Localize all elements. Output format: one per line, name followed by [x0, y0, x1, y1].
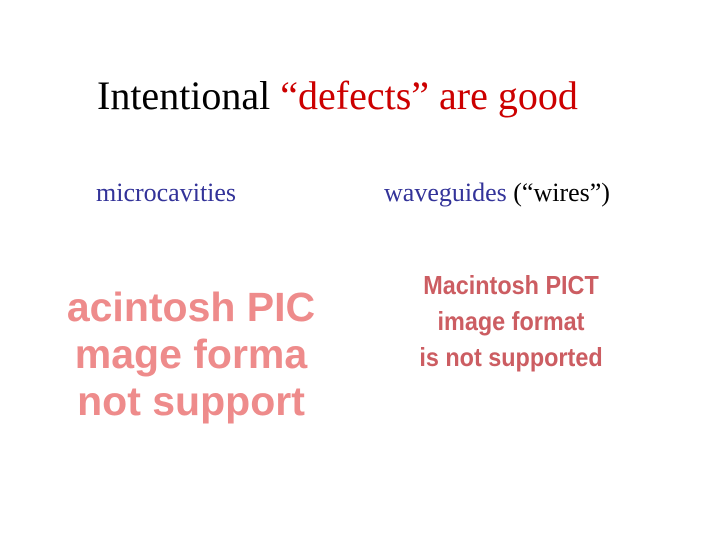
waveguides-label [384, 176, 610, 210]
microcavities-label-text: microcavities [96, 178, 237, 207]
waveguides-label-text: waveguides [384, 178, 507, 207]
waveguides-image-placeholder [406, 262, 616, 382]
microcavities-label [96, 176, 236, 210]
placeholder-line: image format [437, 306, 585, 336]
placeholder-line: acintosh PIC [66, 284, 316, 330]
placeholder-line: mage forma [74, 331, 308, 377]
microcavities-image-placeholder [52, 282, 322, 430]
placeholder-line: Macintosh PICT [423, 270, 599, 300]
waveguides-label-suffix: (“wires”) [506, 178, 610, 207]
unsupported-image-message [417, 267, 606, 375]
placeholder-line: not support [77, 378, 305, 424]
placeholder-line: is not supported [419, 342, 603, 372]
title-prefix: Intentional [97, 73, 281, 118]
title-accent: “defects” are good [280, 73, 578, 118]
unsupported-image-message [52, 284, 322, 425]
slide-title [97, 70, 578, 122]
